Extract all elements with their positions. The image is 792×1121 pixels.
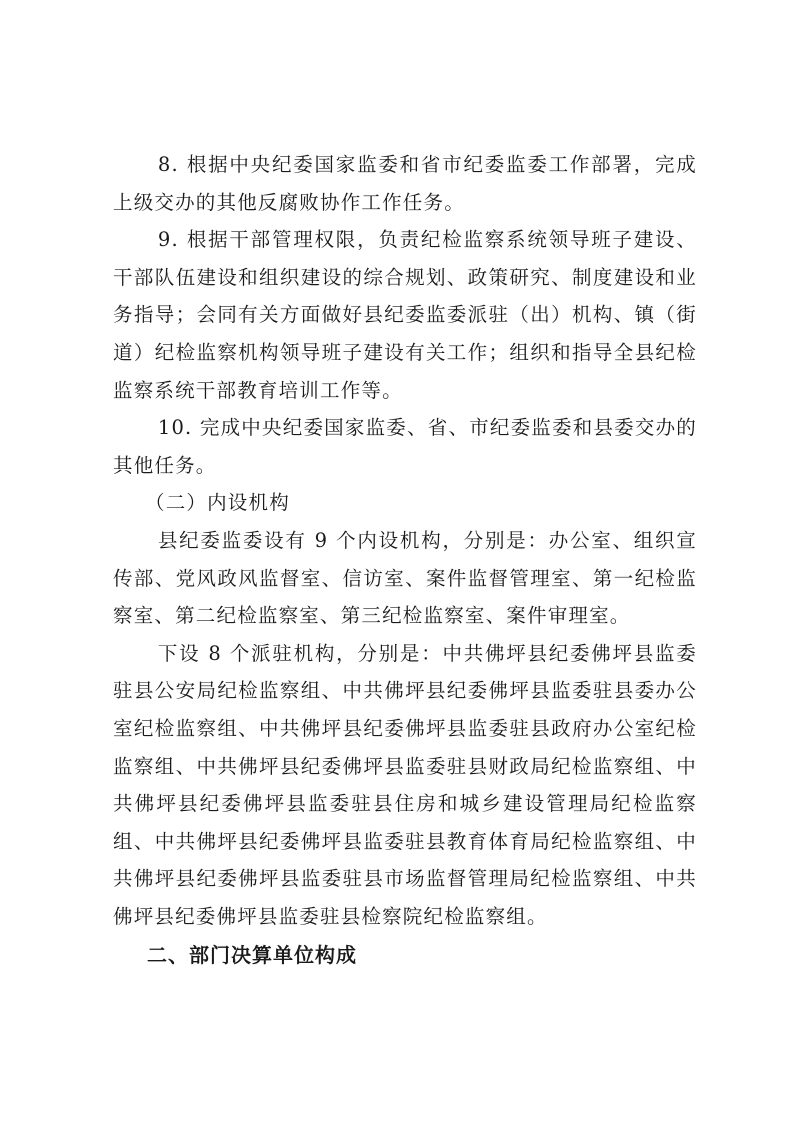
paragraph-item-9: 9. 根据干部管理权限，负责纪检监察系统领导班子建设、干部队伍建设和组织建设的综合规划、政策研究、制度建设和业务指导；会同有关方面做好县纪委监委派驻（出）机构、镇（街道）纪检监察机构领导班子建设有关工作；组织和指导全县纪检监察系统干部教育培训工作等。 <box>113 228 697 402</box>
paragraph-item-10: 10. 完成中央纪委国家监委、省、市纪委监委和县委交办的其他任务。 <box>113 416 697 477</box>
paragraph-dispatched-units: 下设 8 个派驻机构，分别是：中共佛坪县纪委佛坪县监委驻县公安局纪检监察组、中共佛坪县纪委佛坪县监委驻县委办公室纪检监察组、中共佛坪县纪委佛坪县监委驻县政府办公室纪检监察组、中共佛坪县纪委佛坪县监委驻县财政局纪检监察组、中共佛坪县纪委佛坪县监委驻县住房和城乡建设管理局纪检监察组、中共佛坪县纪委佛坪县监委驻县教育体育局纪检监察组、中共佛坪县纪委佛坪县监委驻县市场监督管理局纪检监察组、中共佛坪县纪委佛坪县监委驻县检察院纪检监察组。 <box>113 641 697 928</box>
document-body <box>113 146 697 975</box>
section-heading: 二、部门决算单位构成 <box>147 943 357 968</box>
paragraph-item-8: 8. 根据中央纪委国家监委和省市纪委监委工作部署，完成上级交办的其他反腐败协作工作任务。 <box>113 153 697 214</box>
paragraph-internal-units: 县纪委监委设有 9 个内设机构，分别是：办公室、组织宣传部、党风政风监督室、信访室、案件监督管理室、第一纪检监察室、第二纪检监察室、第三纪检监察室、案件审理室。 <box>113 528 697 628</box>
subsection-heading: （二）内设机构 <box>145 491 290 515</box>
